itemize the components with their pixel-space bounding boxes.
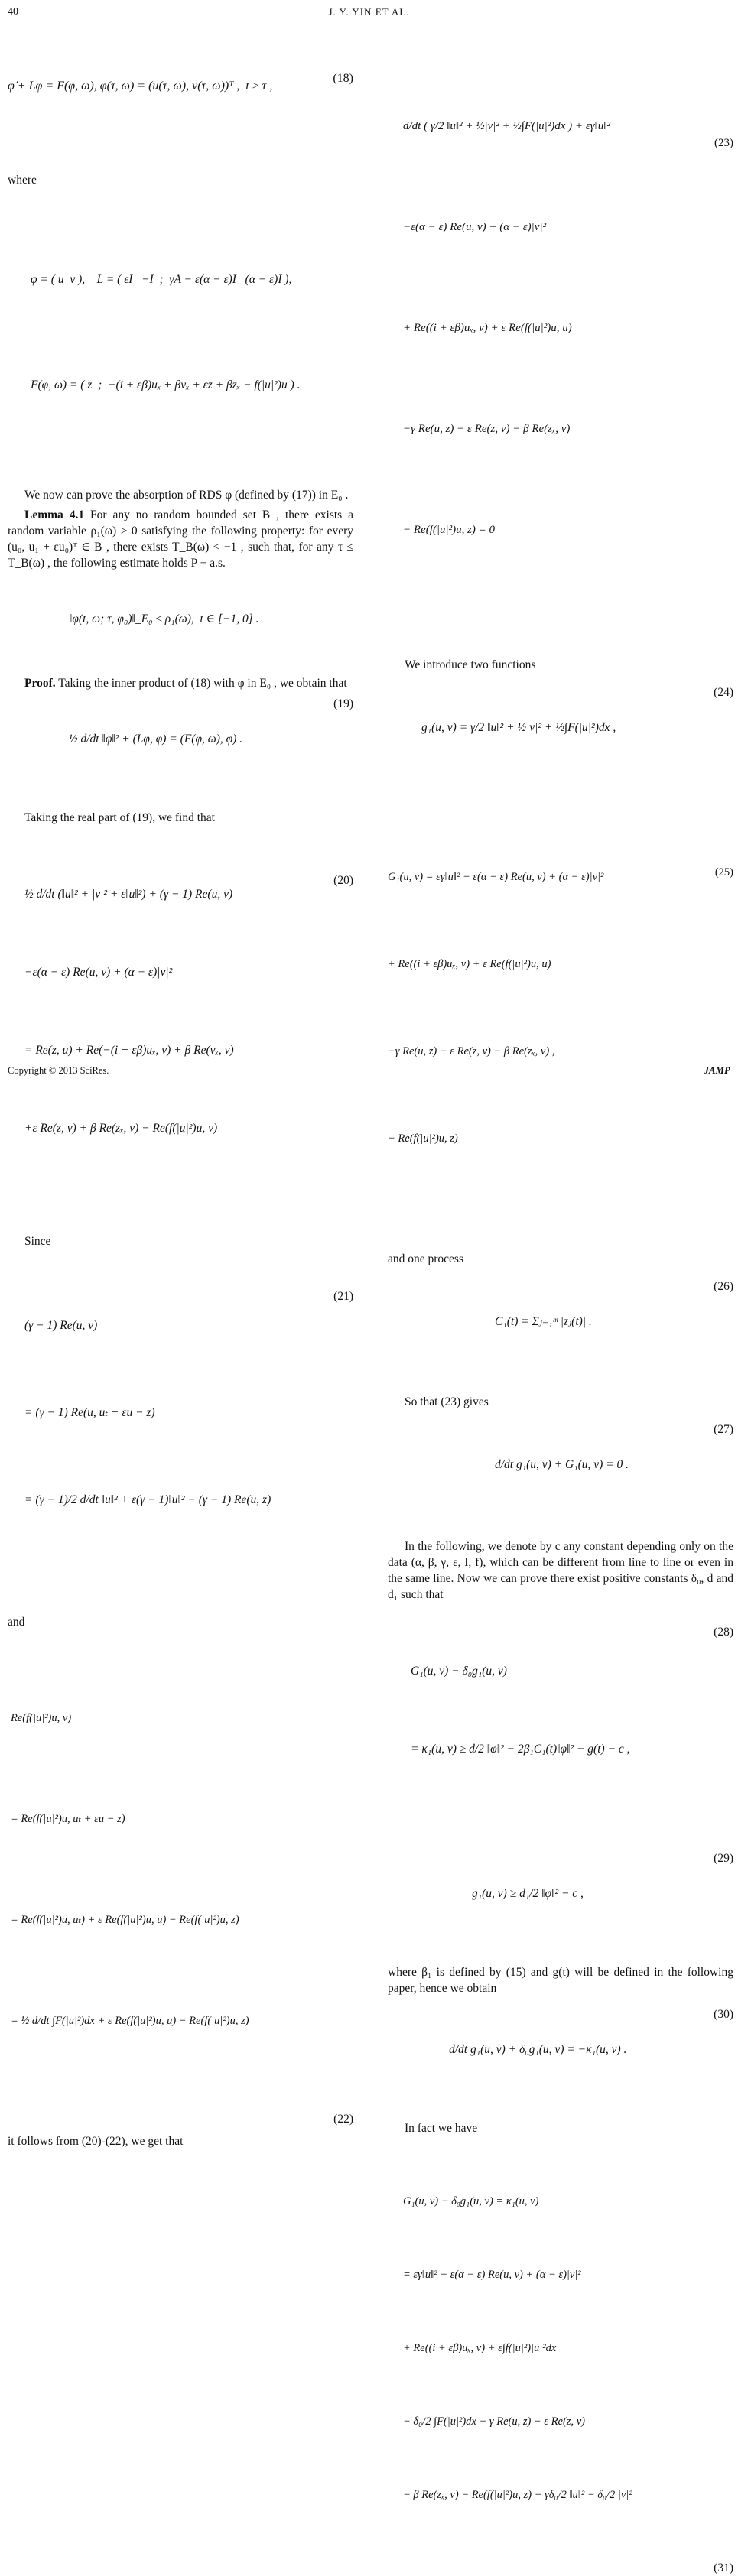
eq24-line: g₁(u, v) = γ/2 ‖u‖² + ½|v|² + ½∫F(|u|²)dx ,	[421, 721, 616, 734]
eq28-line-1: G₁(u, v) − δ₀g₁(u, v)	[411, 1665, 507, 1678]
eq22-line-1: Re(f(|u|²)u, v)	[11, 1712, 72, 1724]
eq25-line-2: + Re((i + εβ)uₓ, v) + ε Re(f(|u|²)u, u)	[388, 958, 551, 970]
equation-27	[495, 1421, 733, 1526]
eq21-line-2: = (γ − 1) Re(u, uₜ + εu − z)	[24, 1406, 155, 1419]
eq28-number: (28)	[714, 1626, 733, 1639]
lemma-text: For any no random bounded set B , there exists a random variable ρ₁(ω) ≥ 0 satisfying the following property: for every (u₀, u₁ + εu₀)ᵀ ∈ B , there exists T_B(ω) < −1 , such that, for any τ ≤ T_B(ω) , the following estimate holds P − a.s.	[8, 508, 353, 570]
eq22-number: (22)	[333, 2113, 353, 2126]
eq23-line-5: − Re(f(|u|²)u, z) = 0	[403, 524, 496, 536]
left-column	[8, 38, 353, 2153]
one-process-text: and one process	[388, 1252, 463, 1265]
eq27-number: (27)	[714, 1423, 733, 1436]
eq31-line-4: − δ₀/2 ∫F(|u|²)dx − γ Re(u, z) − ε Re(z, v)	[403, 2415, 585, 2428]
eq24-number: (24)	[714, 686, 733, 699]
lemma-paragraph	[8, 507, 353, 571]
equation-19	[69, 695, 353, 801]
eq21-line-3: = (γ − 1)/2 d/dt ‖u‖² + ε(γ − 1)‖u‖² − (γ − 1) Re(u, z)	[24, 1493, 271, 1506]
eq30-line: d/dt g₁(u, v) + δ₀g₁(u, v) = −κ₁(u, v) .	[449, 2043, 627, 2056]
equation-30	[449, 2006, 733, 2111]
lemma-estimate	[69, 575, 353, 663]
eq19-line: ½ d/dt ‖φ‖² + (Lφ, φ) = (F(φ, ω), φ) .	[69, 733, 243, 746]
eq22-line-3: = Re(f(|u|²)u, uₜ) + ε Re(f(|u|²)u, u) − Re(f(|u|²)u, z)	[11, 1914, 239, 1926]
eq19-number: (19)	[333, 697, 353, 710]
proof-label: Proof.	[24, 677, 56, 690]
eq25-number: (25)	[714, 866, 733, 879]
equation-25	[388, 804, 733, 1240]
eq18-number: (18)	[333, 72, 353, 85]
equation-23	[403, 42, 733, 648]
eq20-line-3: = Re(z, u) + Re(−(i + εβ)uₓ, v) + β Re(vₓ, v)	[24, 1044, 234, 1057]
def-phi-L: φ = ( u v ), L = ( εI −I ; γA − ε(α − ε)I (α − ε)I ),	[31, 273, 292, 286]
eq28-line-2: = κ₁(u, v) ≥ d/2 ‖φ‖² − 2β₁C₁(t)‖φ‖² − g(t) − c ,	[411, 1743, 630, 1756]
eq23-number: (23)	[714, 137, 733, 149]
eq25-line-1: G₁(u, v) = εγ‖u‖² − ε(α − ε) Re(u, v) + (α − ε)|v|²	[388, 871, 604, 883]
eq26-line: C₁(t) = Σⱼ₌₁ᵐ |zⱼ(t)| .	[495, 1315, 592, 1328]
equation-31	[403, 2140, 733, 2556]
right-column	[388, 38, 733, 2576]
equation-22	[11, 1634, 353, 2105]
equation-21	[24, 1253, 353, 1602]
eq22-line-2: = Re(f(|u|²)u, uₜ + εu − z)	[11, 1813, 125, 1825]
eq30-number: (30)	[714, 2008, 733, 2021]
equation-24	[421, 684, 733, 789]
eq25-line-4: − Re(f(|u|²)u, z)	[388, 1132, 458, 1145]
estimate-line: ‖φ(t, ω; τ, φ₀)‖_E₀ ≤ ρ₁(ω), t ∈ [−1, 0] .	[69, 612, 259, 625]
eq31-number: (31)	[714, 2561, 733, 2574]
eq21-number: (21)	[333, 1290, 353, 1303]
eq23-line-2: −ε(α − ε) Re(u, v) + (α − ε)|v|²	[403, 221, 547, 233]
definitions	[31, 192, 353, 473]
eq27-line: d/dt g₁(u, v) + G₁(u, v) = 0 .	[495, 1458, 629, 1471]
eq22-line-4: = ½ d/dt ∫F(|u|²)dx + ε Re(f(|u|²)u, u) − Re(f(|u|²)u, z)	[11, 2015, 249, 2027]
and-text: and	[8, 1616, 25, 1629]
eq20-line-4: +ε Re(z, v) + β Re(zₓ, v) − Re(f(|u|²)u, v)	[24, 1122, 218, 1135]
running-head: J. Y. YIN ET AL.	[328, 6, 410, 18]
eq31-line-2: = εγ‖u‖² − ε(α − ε) Re(u, v) + (α − ε)|v|²	[403, 2269, 581, 2281]
equation-18	[8, 42, 353, 148]
def-F: F(φ, ω) = ( z ; −(i + εβ)uₓ + βvₓ + εz + βzₓ − f(|u|²)u ) .	[31, 378, 301, 391]
eq18-line: φ̇ + Lφ = F(φ, ω), φ(τ, ω) = (u(τ, ω), v(τ, ω))ᵀ , t ≥ τ ,	[8, 80, 273, 93]
eq31-line-5: − β Re(zₓ, v) − Re(f(|u|²)u, z) − γδ₀/2 ‖u‖² − δ₀/2 |v|²	[403, 2489, 632, 2501]
eq23-line-4: −γ Re(u, z) − ε Re(z, v) − β Re(zₓ, v)	[403, 423, 571, 435]
absorption-text: We now can prove the absorption of RDS φ (defined by (17)) in E₀ .	[24, 489, 349, 502]
eq20-number: (20)	[333, 874, 353, 887]
equation-29	[472, 1850, 733, 1955]
eq20-line-2: −ε(α − ε) Re(u, v) + (α − ε)|v|²	[24, 966, 173, 979]
eq26-number: (26)	[714, 1280, 733, 1293]
journal-name: JAMP	[704, 1064, 730, 1076]
intro-functions-text: We introduce two functions	[405, 658, 536, 671]
follows-text: it follows from (20)-(22), we get that	[8, 2135, 184, 2148]
realpart-text: Taking the real part of (19), we find that	[24, 811, 215, 824]
eq29-number: (29)	[714, 1852, 733, 1865]
eq31-line-3: + Re((i + εβ)uₓ, v) + ε∫f(|u|²)|u|²dx	[403, 2342, 557, 2354]
lemma-label: Lemma 4.1	[24, 508, 85, 521]
where-text: where	[8, 174, 37, 187]
copyright: Copyright © 2013 SciRes.	[8, 1065, 109, 1076]
eq23-line-3: + Re((i + εβ)uₓ, v) + ε Re(f(|u|²)u, u)	[403, 322, 572, 334]
eq21-line-1: (γ − 1) Re(u, v)	[24, 1319, 98, 1332]
eq25-line-3: −γ Re(u, z) − ε Re(z, v) − β Re(zₓ, v) ,	[388, 1045, 555, 1057]
in-fact-text: In fact we have	[405, 2122, 478, 2135]
equation-20	[24, 830, 353, 1220]
equation-26	[495, 1278, 733, 1383]
following-text: In the following, we denote by c any constant depending only on the data (α, β, γ, ε, I, f), which can be different from line to line or even in the same line. Now we can prove there exist positive constants δ₀, d and d₁ such that	[388, 1540, 733, 1601]
where-beta-text: where β₁ is defined by (15) and g(t) will be defined in the following paper, hence we obtain	[388, 1966, 733, 1995]
eq20-line-1: ½ d/dt (‖u‖² + |v|² + ε‖u‖²) + (γ − 1) Re(u, v)	[24, 888, 233, 901]
equation-28	[411, 1606, 733, 1840]
proof-text: Taking the inner product of (18) with φ in E₀ , we obtain that	[55, 677, 347, 690]
proof-paragraph	[8, 675, 353, 691]
eq31-line-1: G₁(u, v) − δ₀g₁(u, v) = κ₁(u, v)	[403, 2195, 539, 2207]
since-text: Since	[24, 1235, 51, 1248]
so-that-text: So that (23) gives	[405, 1395, 489, 1408]
page-number: 40	[8, 6, 18, 18]
eq23-line-1: d/dt ( γ/2 ‖u‖² + ½|v|² + ½∫F(|u|²)dx ) + εγ‖u‖²	[403, 120, 610, 132]
eq29-line: g₁(u, v) ≥ d₁/2 ‖φ‖² − c ,	[472, 1887, 584, 1900]
